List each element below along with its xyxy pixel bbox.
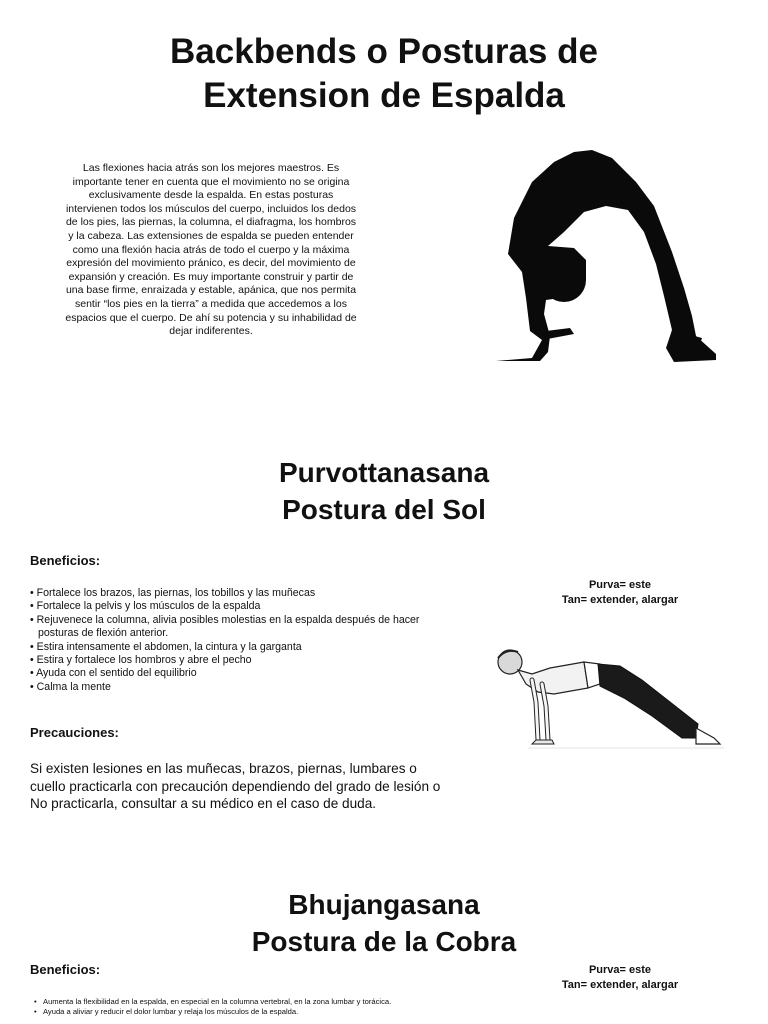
- etymology-line1: Purva= este: [588, 964, 652, 976]
- etymology-line2: Tan= extender, alargar: [561, 978, 679, 991]
- section2-benefits-list: [34, 997, 434, 1017]
- section2-title: [184, 886, 584, 960]
- list-item: • Fortalece los brazos, las piernas, los tobillos y las muñecas: [30, 587, 440, 600]
- wheel-pose-illustration: [488, 148, 724, 368]
- reverse-plank-illustration: [492, 640, 724, 752]
- page-title-line1: Backbends o Posturas de: [170, 32, 598, 71]
- section1-precautions-heading: Precauciones:: [30, 725, 119, 740]
- list-item: • Calma la mente: [30, 681, 440, 694]
- list-item: • Estira y fortalece los hombros y abre el pecho: [30, 654, 440, 667]
- intro-paragraph: Las flexiones hacia atrás son los mejores maestros. Es importante tener en cuenta que el movimiento no se origina exclusivamente desde la espalda. En estas posturas intervienen todos los músculos del cuerpo, incluidos los dedos de los pies, las piernas, la columna, el diafragma, los hombros y la cabeza. Las extensiones de espalda se pueden entender como una flexión hacia atrás de todo el cuerpo y la máxima expresión del movimiento pránico, es decir, del movimiento de expansión y creación. Es muy importante construir y partir de una base firme, enraizada y estable, apánica, que nos permita sentir “los pies en la tierra” a medida que accedemos a los espacios que el cuerpo. De ahí su potencia y su inhabilidad de dejar indiferentes.: [65, 162, 357, 338]
- list-item: • Ayuda con el sentido del equilibrio: [30, 667, 440, 680]
- section1-benefits-list: [30, 587, 440, 694]
- section1-title-line1: Purvottanasana: [278, 457, 490, 488]
- section1-etymology: [520, 578, 720, 607]
- etymology-line2: Tan= extender, alargar: [561, 593, 679, 606]
- page-title-line2: Extension de Espalda: [203, 76, 565, 115]
- page-title: [84, 30, 684, 118]
- list-item: • Rejuvenece la columna, alivia posibles molestias en la espalda después de hacer posturas de flexión anterior.: [30, 614, 440, 641]
- section2-etymology: [520, 963, 720, 992]
- section2-title-line1: Bhujangasana: [288, 889, 480, 920]
- etymology-line1: Purva= este: [588, 579, 652, 591]
- section1-title-line2: Postura del Sol: [282, 494, 486, 525]
- list-item: • Aumenta la flexibilidad en la espalda, en especial en la columna vertebral, en la zona lumbar y torácica.: [34, 997, 434, 1007]
- list-item: • Ayuda a aliviar y reducir el dolor lumbar y relaja los músculos de la espalda.: [34, 1007, 434, 1017]
- section1-precautions-text: Si existen lesiones en las muñecas, brazos, piernas, lumbares o cuello practicarla con precaución dependiendo del grado de lesión o No practicarla, consultar a su médico en el caso de duda.: [30, 761, 441, 811]
- section2-title-line2: Postura de la Cobra: [251, 926, 517, 957]
- list-item: • Estira intensamente el abdomen, la cintura y la garganta: [30, 641, 440, 654]
- section1-benefits-heading: Beneficios:: [30, 553, 101, 568]
- section1-title: [184, 454, 584, 528]
- list-item: • Fortalece la pelvis y los músculos de la espalda: [30, 600, 440, 613]
- section2-benefits-heading: Beneficios:: [30, 962, 101, 977]
